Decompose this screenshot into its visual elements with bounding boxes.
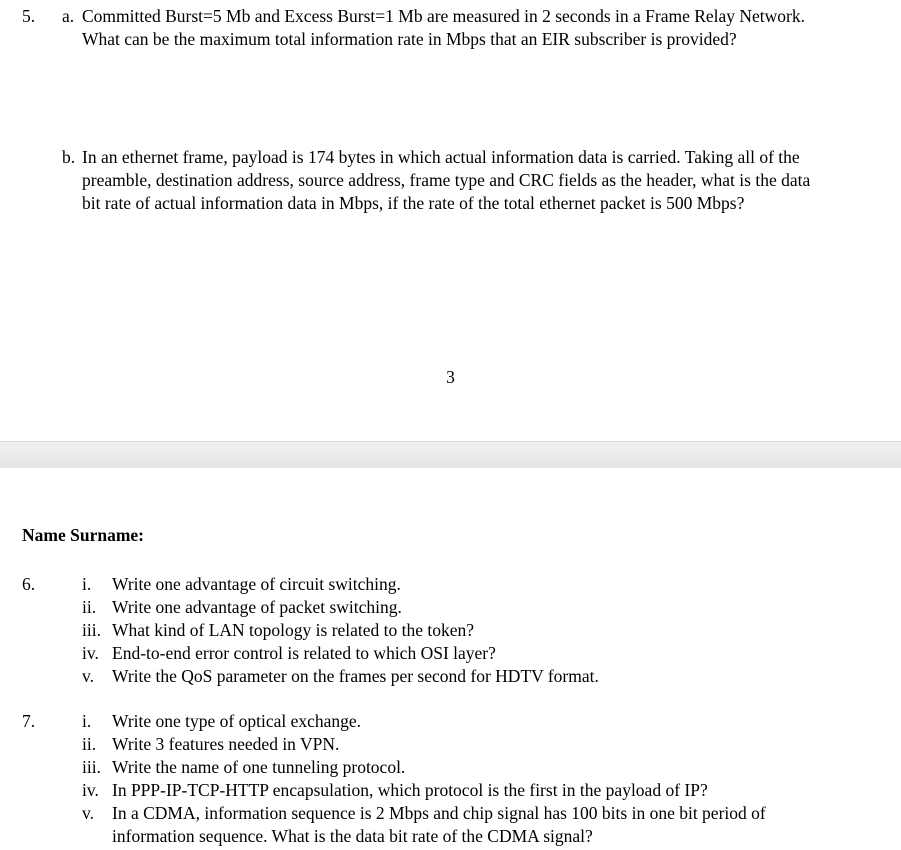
item-numeral: v. (82, 666, 94, 686)
item-text: In a CDMA, information sequence is 2 Mbps and chip signal has 100 bits in one bit period of information sequence. What is the data bit rate of the CDMA signal? (112, 803, 766, 846)
question-5a-label: a. (62, 6, 75, 26)
item-numeral: i. (82, 711, 92, 731)
question-6 (22, 573, 901, 688)
question-7-number: 7. (22, 711, 36, 731)
item-numeral: iv. (82, 643, 99, 663)
item-numeral: ii. (82, 597, 97, 617)
question-6-item (82, 665, 599, 688)
item-text: What kind of LAN topology is related to the token? (112, 620, 475, 640)
question-7 (22, 710, 901, 848)
item-text: Write the QoS parameter on the frames per second for HDTV format. (112, 666, 599, 686)
question-7-item (82, 802, 834, 848)
question-7-item (82, 756, 834, 779)
question-5b (62, 146, 817, 215)
question-6-item (82, 642, 599, 665)
item-numeral: iv. (82, 780, 99, 800)
question-5 (22, 5, 901, 215)
item-text: In PPP-IP-TCP-HTTP encapsulation, which protocol is the first in the payload of IP? (112, 780, 708, 800)
question-5-number: 5. (22, 6, 36, 26)
name-surname-label: Name Surname: (22, 525, 144, 545)
item-text: Write 3 features needed in VPN. (112, 734, 340, 754)
item-numeral: ii. (82, 734, 97, 754)
item-numeral: iii. (82, 757, 101, 777)
item-numeral: i. (82, 574, 92, 594)
question-7-item (82, 733, 834, 756)
question-5-parts (62, 5, 817, 215)
question-6-list (82, 573, 599, 688)
item-numeral: iii. (82, 620, 101, 640)
item-text: Write the name of one tunneling protocol. (112, 757, 406, 777)
question-6-item (82, 619, 599, 642)
question-6-number: 6. (22, 574, 36, 594)
question-7-item (82, 779, 834, 802)
question-6-item (82, 596, 599, 619)
item-numeral: v. (82, 803, 94, 823)
question-7-list (82, 710, 834, 848)
page-number: 3 (446, 367, 455, 387)
page-separator (0, 441, 901, 468)
item-text: Write one type of optical exchange. (112, 711, 362, 731)
question-5a (62, 5, 817, 51)
item-text: End-to-end error control is related to which OSI layer? (112, 643, 496, 663)
page-4 (0, 468, 901, 850)
item-text: Write one advantage of circuit switching. (112, 574, 401, 594)
question-6-item (82, 573, 599, 596)
question-5b-label: b. (62, 147, 76, 167)
question-5a-text: Committed Burst=5 Mb and Excess Burst=1 Mb are measured in 2 seconds in a Frame Relay Network. What can be the maximum total information rate in Mbps that an EIR subscriber is provided? (82, 6, 806, 49)
question-7-item (82, 710, 834, 733)
item-text: Write one advantage of packet switching. (112, 597, 402, 617)
question-5b-text: In an ethernet frame, payload is 174 bytes in which actual information data is carried. Taking all of the preamble, destination address, source address, frame type and CRC fields as the header, what is the data bit rate of actual information data in Mbps, if the rate of the total ethernet packet is 500 Mbps? (82, 147, 811, 213)
